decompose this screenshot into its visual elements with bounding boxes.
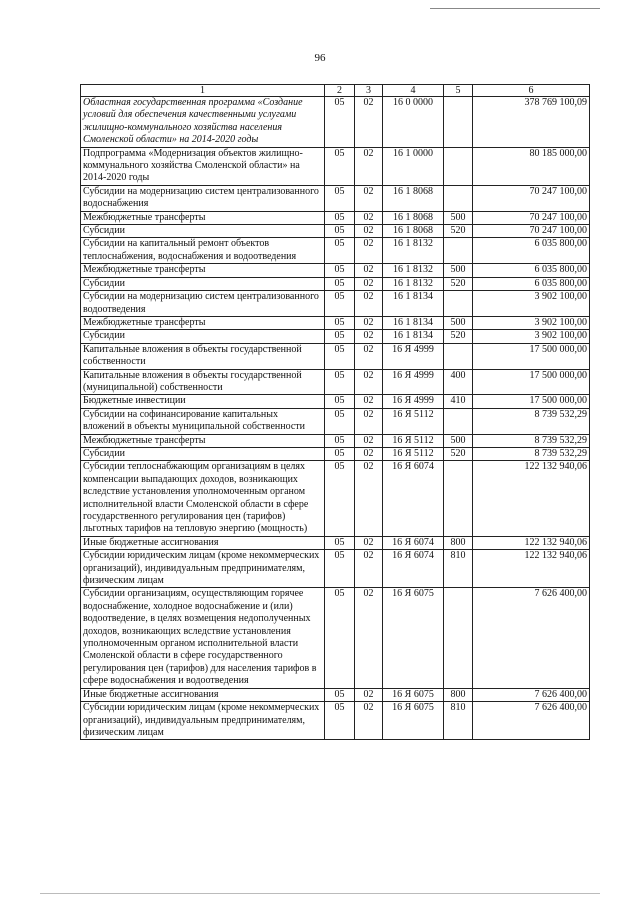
row-subsection: 02 — [355, 291, 383, 317]
row-amount: 7 626 400,00 — [473, 688, 590, 701]
row-name: Субсидии теплоснабжающим организациям в целях компенсации выпадающих доходов, возникающих вследствие установления уполномоченным органом исполнительной власти Смоленской области в сфере государственного регулирования цен (тарифов) льготных тарифов на тепловую энергию (мощность) — [81, 461, 325, 536]
table-row — [81, 408, 590, 434]
row-section: 05 — [325, 330, 355, 343]
row-expense-type — [444, 147, 473, 185]
table-row — [81, 211, 590, 224]
table-row — [81, 316, 590, 329]
row-subsection: 02 — [355, 536, 383, 549]
row-target-article: 16 Я 4999 — [383, 343, 444, 369]
row-target-article: 16 Я 4999 — [383, 395, 444, 408]
row-subsection: 02 — [355, 395, 383, 408]
table-row — [81, 536, 590, 549]
row-section: 05 — [325, 97, 355, 148]
row-section: 05 — [325, 434, 355, 447]
row-subsection: 02 — [355, 316, 383, 329]
table-row — [81, 702, 590, 740]
row-section: 05 — [325, 211, 355, 224]
row-target-article: 16 Я 5112 — [383, 408, 444, 434]
table-row — [81, 434, 590, 447]
row-name: Иные бюджетные ассигнования — [81, 688, 325, 701]
table-row — [81, 185, 590, 211]
row-amount: 8 739 532,29 — [473, 408, 590, 434]
row-expense-type: 500 — [444, 264, 473, 277]
row-expense-type — [444, 238, 473, 264]
row-name: Бюджетные инвестиции — [81, 395, 325, 408]
row-expense-type: 520 — [444, 330, 473, 343]
table-header-row — [81, 85, 590, 97]
row-amount: 70 247 100,00 — [473, 185, 590, 211]
row-amount: 17 500 000,00 — [473, 369, 590, 395]
row-target-article: 16 Я 5112 — [383, 434, 444, 447]
row-expense-type — [444, 97, 473, 148]
row-amount: 7 626 400,00 — [473, 702, 590, 740]
table-row — [81, 97, 590, 148]
row-subsection: 02 — [355, 330, 383, 343]
table-row — [81, 291, 590, 317]
row-target-article: 16 Я 6075 — [383, 588, 444, 688]
table-row — [81, 588, 590, 688]
row-expense-type — [444, 291, 473, 317]
row-name: Субсидии на модернизацию систем централизованного водоотведения — [81, 291, 325, 317]
page-number: 96 — [314, 52, 326, 64]
header-cell: 6 — [473, 85, 590, 97]
row-expense-type: 810 — [444, 702, 473, 740]
row-expense-type: 810 — [444, 550, 473, 588]
row-section: 05 — [325, 291, 355, 317]
row-target-article: 16 Я 4999 — [383, 369, 444, 395]
row-expense-type: 520 — [444, 447, 473, 460]
row-subsection: 02 — [355, 147, 383, 185]
row-target-article: 16 Я 6074 — [383, 461, 444, 536]
row-amount: 17 500 000,00 — [473, 343, 590, 369]
row-section: 05 — [325, 550, 355, 588]
row-target-article: 16 0 0000 — [383, 97, 444, 148]
row-amount: 17 500 000,00 — [473, 395, 590, 408]
row-name: Субсидии на капитальный ремонт объектов теплоснабжения, водоснабжения и водоотведения — [81, 238, 325, 264]
header-cell: 5 — [444, 85, 473, 97]
table-row — [81, 264, 590, 277]
row-target-article: 16 1 8068 — [383, 225, 444, 238]
row-name: Межбюджетные трансферты — [81, 316, 325, 329]
row-section: 05 — [325, 688, 355, 701]
table-row — [81, 688, 590, 701]
table-row — [81, 147, 590, 185]
row-subsection: 02 — [355, 277, 383, 290]
row-name: Областная государственная программа «Создание условий для обеспечения качественными услугами жилищно-коммунального хозяйства населения Смоленской области» на 2014-2020 годы — [81, 97, 325, 148]
row-subsection: 02 — [355, 343, 383, 369]
row-amount: 80 185 000,00 — [473, 147, 590, 185]
row-expense-type — [444, 588, 473, 688]
row-amount: 122 132 940,06 — [473, 550, 590, 588]
row-expense-type: 800 — [444, 688, 473, 701]
table-row — [81, 447, 590, 460]
row-subsection: 02 — [355, 408, 383, 434]
row-expense-type: 520 — [444, 225, 473, 238]
row-section: 05 — [325, 408, 355, 434]
row-amount: 3 902 100,00 — [473, 330, 590, 343]
table-row — [81, 225, 590, 238]
row-name: Субсидии юридическим лицам (кроме некоммерческих организаций), индивидуальным предпринимателям, физическим лицам — [81, 550, 325, 588]
header-cell: 3 — [355, 85, 383, 97]
row-amount: 6 035 800,00 — [473, 277, 590, 290]
row-name: Субсидии — [81, 447, 325, 460]
table-row — [81, 277, 590, 290]
row-target-article: 16 1 8134 — [383, 291, 444, 317]
row-subsection: 02 — [355, 185, 383, 211]
row-expense-type — [444, 461, 473, 536]
row-name: Межбюджетные трансферты — [81, 434, 325, 447]
row-name: Подпрограмма «Модернизация объектов жилищно-коммунального хозяйства Смоленской области» на 2014-2020 годы — [81, 147, 325, 185]
row-amount: 70 247 100,00 — [473, 225, 590, 238]
row-subsection: 02 — [355, 211, 383, 224]
row-target-article: 16 Я 6074 — [383, 536, 444, 549]
row-name: Субсидии — [81, 277, 325, 290]
row-section: 05 — [325, 343, 355, 369]
row-amount: 122 132 940,06 — [473, 461, 590, 536]
row-section: 05 — [325, 185, 355, 211]
scan-artifact-bottom — [40, 893, 600, 894]
row-amount: 8 739 532,29 — [473, 447, 590, 460]
row-name: Субсидии — [81, 330, 325, 343]
row-name: Капитальные вложения в объекты государственной (муниципальной) собственности — [81, 369, 325, 395]
row-section: 05 — [325, 277, 355, 290]
row-target-article: 16 Я 6075 — [383, 688, 444, 701]
row-amount: 378 769 100,09 — [473, 97, 590, 148]
table-row — [81, 461, 590, 536]
scan-artifact-top — [430, 8, 600, 9]
row-expense-type: 500 — [444, 434, 473, 447]
row-name: Межбюджетные трансферты — [81, 264, 325, 277]
row-section: 05 — [325, 461, 355, 536]
row-amount: 3 902 100,00 — [473, 316, 590, 329]
row-target-article: 16 1 8132 — [383, 277, 444, 290]
row-subsection: 02 — [355, 447, 383, 460]
row-section: 05 — [325, 702, 355, 740]
row-expense-type: 400 — [444, 369, 473, 395]
row-subsection: 02 — [355, 369, 383, 395]
row-target-article: 16 1 0000 — [383, 147, 444, 185]
row-subsection: 02 — [355, 97, 383, 148]
header-cell: 2 — [325, 85, 355, 97]
budget-table — [80, 84, 590, 740]
header-cell: 1 — [81, 85, 325, 97]
row-section: 05 — [325, 588, 355, 688]
row-target-article: 16 1 8134 — [383, 330, 444, 343]
row-expense-type — [444, 343, 473, 369]
row-section: 05 — [325, 316, 355, 329]
row-amount: 3 902 100,00 — [473, 291, 590, 317]
table-row — [81, 550, 590, 588]
table-row — [81, 369, 590, 395]
row-section: 05 — [325, 264, 355, 277]
row-section: 05 — [325, 225, 355, 238]
table-row — [81, 238, 590, 264]
table-row — [81, 343, 590, 369]
row-target-article: 16 1 8132 — [383, 264, 444, 277]
table-row — [81, 395, 590, 408]
row-expense-type — [444, 408, 473, 434]
row-section: 05 — [325, 536, 355, 549]
row-subsection: 02 — [355, 238, 383, 264]
row-section: 05 — [325, 369, 355, 395]
row-amount: 122 132 940,06 — [473, 536, 590, 549]
table-row — [81, 330, 590, 343]
row-target-article: 16 Я 6074 — [383, 550, 444, 588]
row-target-article: 16 1 8068 — [383, 185, 444, 211]
row-amount: 70 247 100,00 — [473, 211, 590, 224]
row-expense-type — [444, 185, 473, 211]
row-name: Межбюджетные трансферты — [81, 211, 325, 224]
row-subsection: 02 — [355, 264, 383, 277]
row-subsection: 02 — [355, 588, 383, 688]
row-target-article: 16 1 8068 — [383, 211, 444, 224]
row-section: 05 — [325, 238, 355, 264]
row-name: Субсидии юридическим лицам (кроме некоммерческих организаций), индивидуальным предпринимателям, физическим лицам — [81, 702, 325, 740]
row-expense-type: 500 — [444, 316, 473, 329]
row-expense-type: 800 — [444, 536, 473, 549]
row-name: Субсидии организациям, осуществляющим горячее водоснабжение, холодное водоснабжение и (или) водоотведение, в целях возмещения недополученных доходов, возникающих вследствие установления уполномоченным органом исполнительной власти Смоленской области в сфере государственного регулирования цен (тарифов) для населения тарифов в сфере водоснабжения и водоотведения — [81, 588, 325, 688]
row-subsection: 02 — [355, 688, 383, 701]
row-target-article: 16 Я 6075 — [383, 702, 444, 740]
row-section: 05 — [325, 395, 355, 408]
row-name: Субсидии — [81, 225, 325, 238]
row-expense-type: 410 — [444, 395, 473, 408]
row-target-article: 16 1 8132 — [383, 238, 444, 264]
row-name: Субсидии на модернизацию систем централизованного водоснабжения — [81, 185, 325, 211]
row-amount: 6 035 800,00 — [473, 238, 590, 264]
row-subsection: 02 — [355, 434, 383, 447]
row-amount: 7 626 400,00 — [473, 588, 590, 688]
row-subsection: 02 — [355, 225, 383, 238]
row-target-article: 16 1 8134 — [383, 316, 444, 329]
row-expense-type: 520 — [444, 277, 473, 290]
row-subsection: 02 — [355, 461, 383, 536]
row-section: 05 — [325, 447, 355, 460]
row-amount: 6 035 800,00 — [473, 264, 590, 277]
header-cell: 4 — [383, 85, 444, 97]
row-target-article: 16 Я 5112 — [383, 447, 444, 460]
row-expense-type: 500 — [444, 211, 473, 224]
row-subsection: 02 — [355, 702, 383, 740]
row-name: Капитальные вложения в объекты государственной собственности — [81, 343, 325, 369]
row-name: Иные бюджетные ассигнования — [81, 536, 325, 549]
row-section: 05 — [325, 147, 355, 185]
row-amount: 8 739 532,29 — [473, 434, 590, 447]
row-subsection: 02 — [355, 550, 383, 588]
row-name: Субсидии на софинансирование капитальных вложений в объекты муниципальной собственности — [81, 408, 325, 434]
